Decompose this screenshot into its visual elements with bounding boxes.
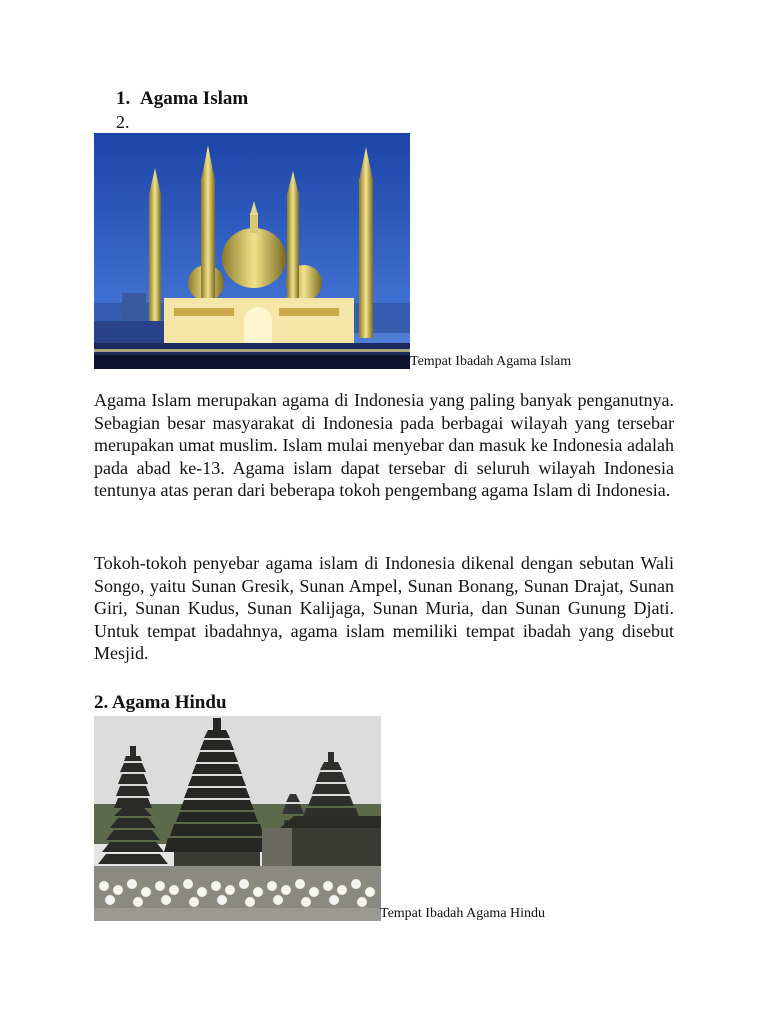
section-heading-islam [116, 88, 248, 110]
heading-title: Agama Islam [140, 88, 249, 109]
heading-number: 1. [116, 88, 131, 109]
image-caption-hindu: Tempat Ibadah Agama Hindu [380, 906, 546, 921]
image-caption-islam: Tempat Ibadah Agama Islam [410, 354, 572, 369]
section-heading-hindu: 2. Agama Hindu [94, 692, 381, 717]
list-number: 2. [116, 112, 130, 132]
mosque-image [94, 133, 410, 369]
paragraph-islam-intro: Agama Islam merupakan agama di Indonesia yang paling banyak penganutnya. Sebagian besar masyarakat di Indonesia pada berbagai wilayah yang tersebar merupakan umat muslim. Islam mulai menyebar dan masuk ke Indonesia adalah pada abad ke-13. Agama islam dapat tersebar di seluruh wilayah Indonesia tentunya atas peran dari beberapa tokoh pengembang agama Islam di Indonesia. [94, 390, 674, 501]
paragraph-wali-songo: Tokoh-tokoh penyebar agama islam di Indonesia dikenal dengan sebutan Wali Songo, yaitu Sunan Gresik, Sunan Ampel, Sunan Bonang, Sunan Drajat, Sunan Giri, Sunan Kudus, Sunan Kalijaga, Sunan Muria, dan Sunan Gunung Djati. Untuk tempat ibadahnya, agama islam memiliki tempat ibadah yang disebut Mesjid. [94, 553, 674, 664]
temple-image [94, 716, 381, 921]
